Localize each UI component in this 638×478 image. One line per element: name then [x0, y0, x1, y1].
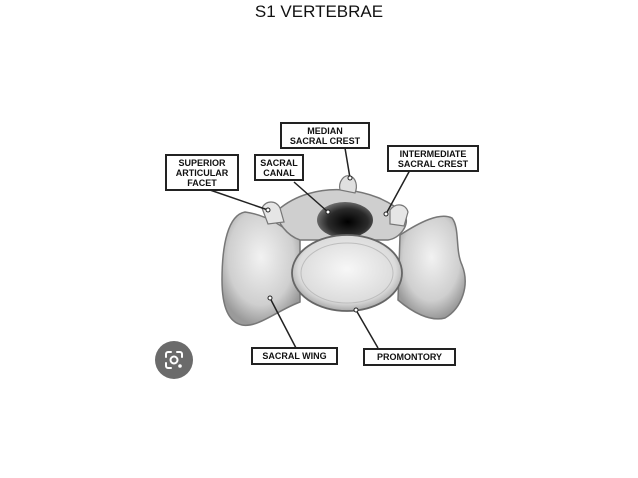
sacral-canal-shape — [317, 202, 373, 238]
label-intermediate-sacral-crest: INTERMEDIATE SACRAL CREST — [387, 145, 479, 172]
label-sacral-canal: SACRAL CANAL — [254, 154, 304, 181]
vertebral-body — [292, 235, 402, 311]
label-superior-articular-facet: SUPERIOR ARTICULAR FACET — [165, 154, 239, 191]
label-median-sacral-crest: MEDIAN SACRAL CREST — [280, 122, 370, 149]
label-promontory: PROMONTORY — [363, 348, 456, 366]
page-title: S1 VERTEBRAE — [254, 2, 384, 21]
lens-glyph-icon — [163, 349, 185, 371]
label-sacral-wing: SACRAL WING — [251, 347, 338, 365]
google-lens-icon[interactable] — [155, 341, 193, 379]
right-articular-facet-shape — [390, 205, 408, 226]
right-sacral-wing — [398, 216, 465, 319]
